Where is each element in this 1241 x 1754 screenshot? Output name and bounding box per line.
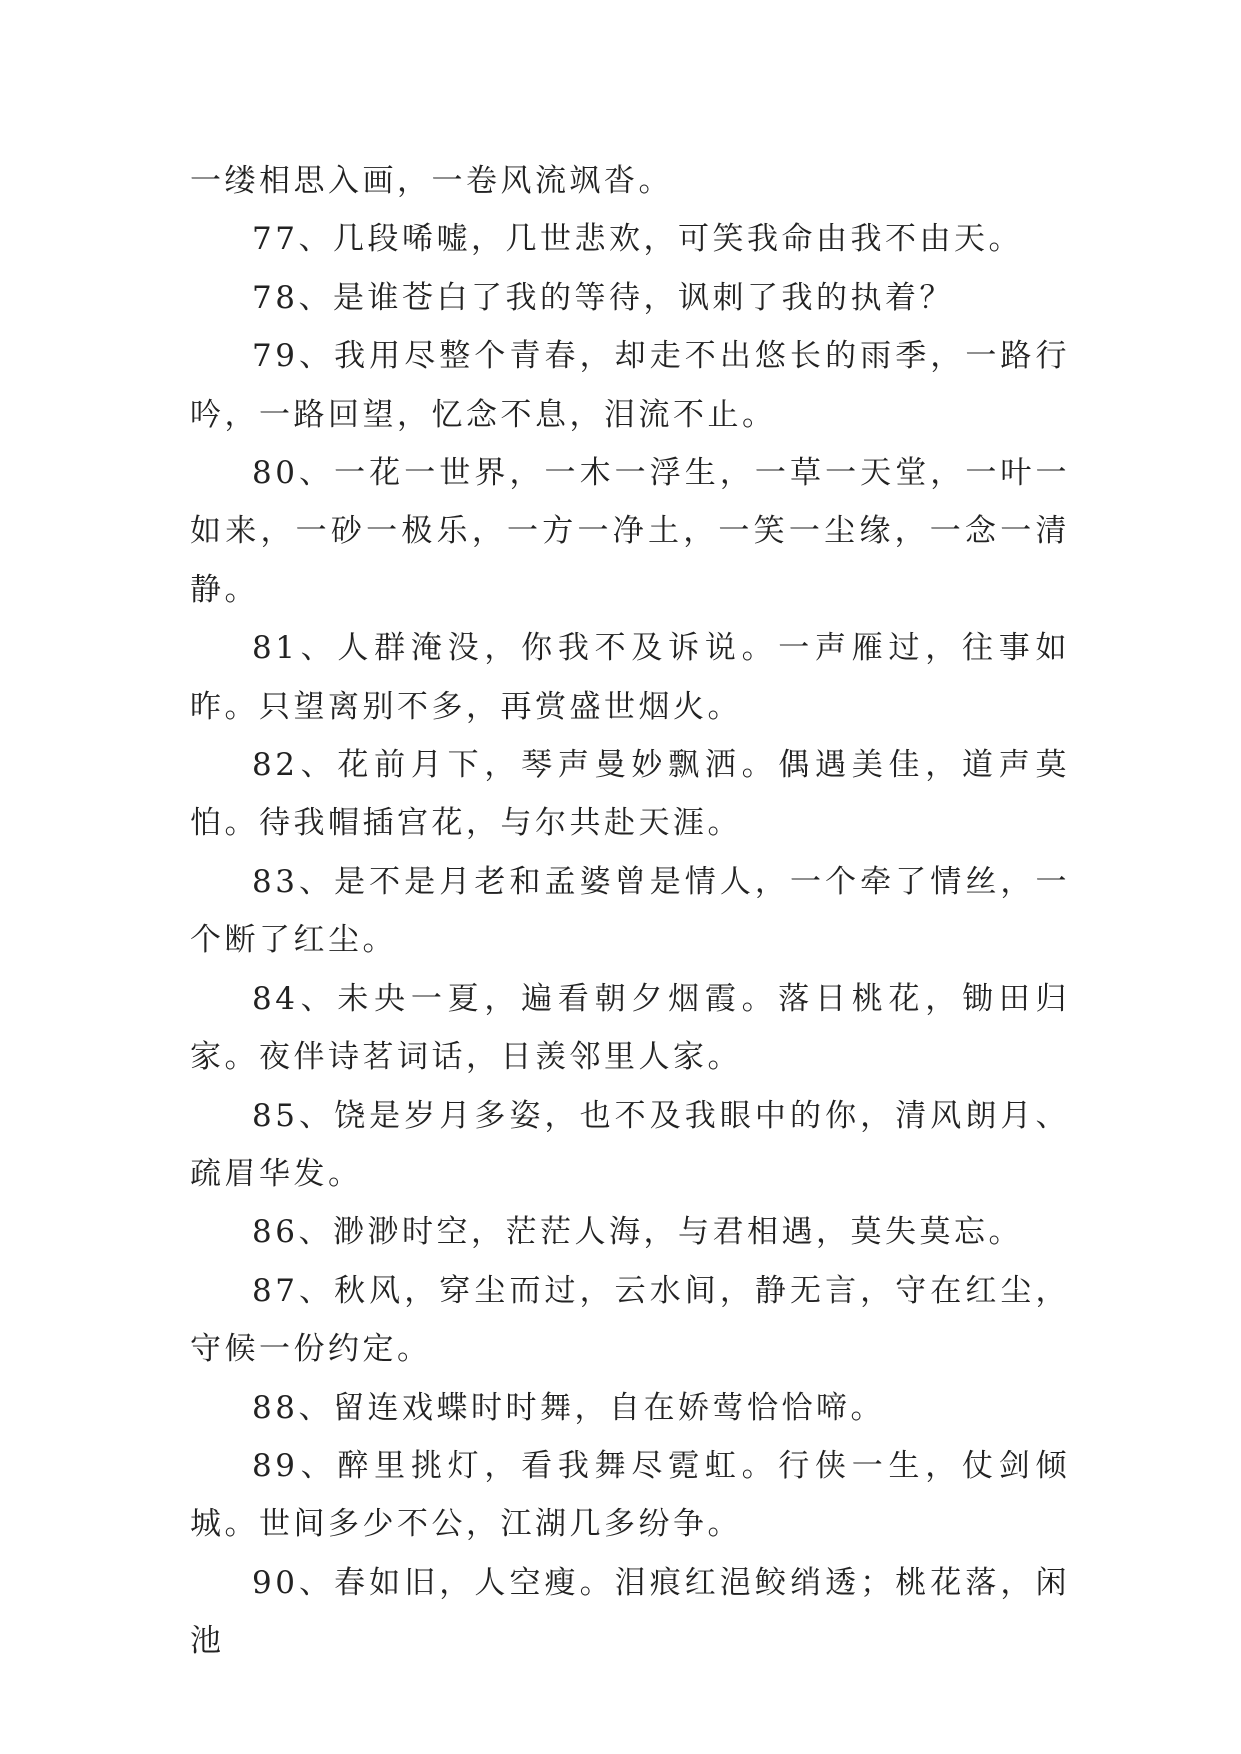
paragraph: 80、一花一世界，一木一浮生，一草一天堂，一叶一如来，一砂一极乐，一方一净土，一笑一尘缘，一念一清静。	[190, 455, 1070, 608]
document-body	[190, 152, 1070, 1671]
paragraph: 89、醉里挑灯，看我舞尽霓虹。行侠一生，仗剑倾城。世间多少不公，江湖几多纷争。	[190, 1447, 1070, 1543]
paragraph: 79、我用尽整个青春，却走不出悠长的雨季，一路行吟，一路回望，忆念不息，泪流不止。	[190, 338, 1070, 433]
paragraph: 90、春如旧，人空瘦。泪痕红浥鲛绡透；桃花落，闲池	[190, 1564, 1070, 1660]
paragraph: 83、是不是月老和孟婆曾是情人，一个牵了情丝，一个断了红尘。	[190, 863, 1070, 959]
paragraph: 81、人群淹没，你我不及诉说。一声雁过，往事如昨。只望离别不多，再赏盛世烟火。	[190, 630, 1070, 725]
paragraph: 87、秋风，穿尘而过，云水间，静无言，守在红尘，守候一份约定。	[190, 1272, 1070, 1368]
paragraph: 78、是谁苍白了我的等待，讽刺了我的执着？	[252, 279, 954, 316]
paragraph: 77、几段唏嘘，几世悲欢，可笑我命由我不由天。	[252, 221, 1023, 258]
paragraph: 85、饶是岁月多姿，也不及我眼中的你，清风朗月、疏眉华发。	[190, 1097, 1070, 1192]
paragraph: 82、花前月下，琴声曼妙飘洒。偶遇美佳，道声莫怕。待我帽插宫花，与尔共赴天涯。	[190, 747, 1070, 842]
paragraph: 88、留连戏蝶时时舞，自在娇莺恰恰啼。	[252, 1389, 885, 1426]
paragraph: 84、未央一夏，遍看朝夕烟霞。落日桃花，锄田归家。夜伴诗茗词话，日羡邻里人家。	[190, 980, 1070, 1076]
paragraph: 一缕相思入画，一卷风流飒沓。	[190, 163, 673, 199]
paragraph: 86、渺渺时空，茫茫人海，与君相遇，莫失莫忘。	[252, 1214, 1023, 1251]
